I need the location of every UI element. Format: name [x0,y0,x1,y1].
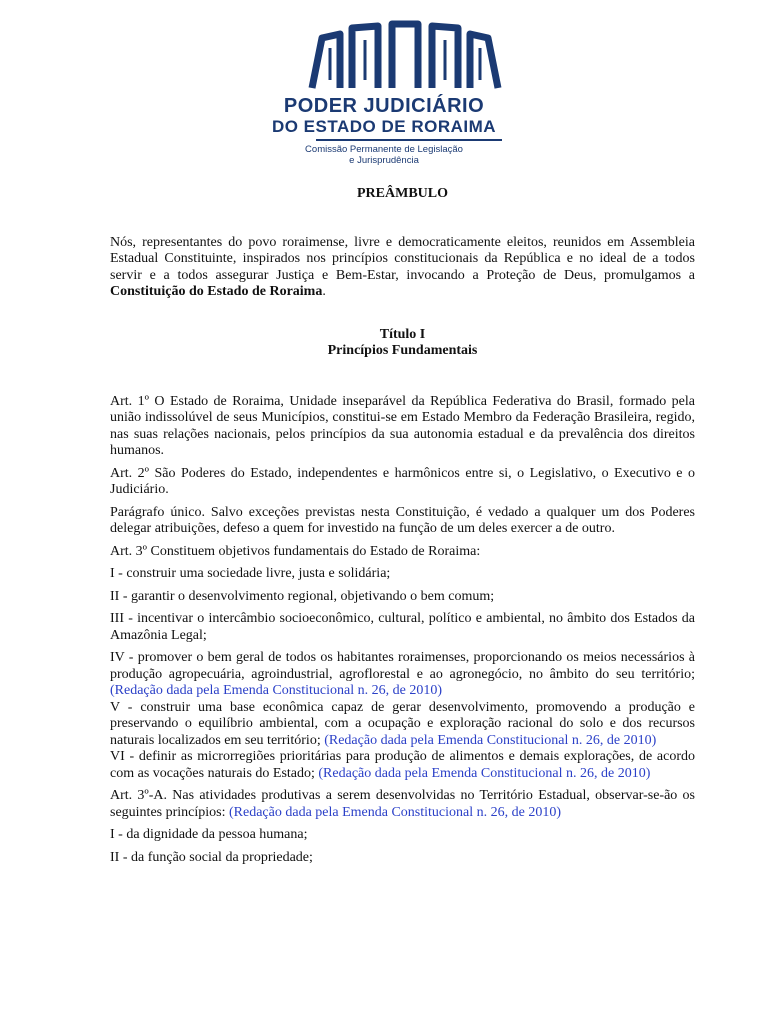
paragrafo-unico: Parágrafo único. Salvo exceções previstas nesta Constituição, é vedado a qualquer um dos Poderes delegar atribuições, defeso a quem for investido na função de um deles exercer a de outro. [110,504,695,536]
title-name: Princípios Fundamentais [327,343,478,358]
article-3a-item-1: I - da dignidade da pessoa humana; [110,827,308,842]
logo-subtitle-line2: e Jurisprudência [349,155,419,166]
article-3: Art. 3º Constituem objetivos fundamentais do Estado de Roraima: [110,543,481,559]
constitution-name: Constituição do Estado de Roraima [110,284,323,299]
amendment-link[interactable]: (Redação dada pela Emenda Constitucional n. 26, de 2010) [110,683,443,698]
article-3a [110,788,695,821]
logo-title-line2: DO ESTADO DE RORAIMA [271,117,497,136]
document-body [110,186,695,866]
header [0,18,768,168]
article-1: Art. 1º O Estado de Roraima, Unidade inseparável da República Federativa do Brasil, formado pela união indissolúvel de seus Municípios, constitui-se em Estado Membro da Federação Brasileira, regido, nas suas relações nacionais, pelos princípios da sua autonomia estadual e da prevalência dos direitos humanos. [110,393,695,458]
article-3-item-5-text: V - construir uma base econômica capaz de gerar desenvolvimento, promovendo a produção e preservando o equilíbrio ambiental, com a ocupação e exploração racional do solo e dos recursos naturais localizados em seu território; [110,699,695,748]
article-3-item-6-text: VI - definir as microrregiões prioritárias para produção de alimentos e demais explorações, de acordo com as vocações naturais do Estado; [110,749,695,781]
article-3-item-1: I - construir uma sociedade livre, justa e solidária; [110,566,391,581]
preamble-end: . [322,284,326,299]
preamble-title: PREÂMBULO [357,186,448,201]
logo-divider [316,139,502,141]
preamble-text: Nós, representantes do povo roraimense, livre e democraticamente eleitos, reunidos em Assembleia Estadual Constituinte, inspirados nos princípios constitucionais da República e no ideal de a todos servir e a todos assegurar Justiça e Bem-Estar, invocando a Proteção de Deus, promulgamos a [110,234,695,283]
article-3-item-3: III - incentivar o intercâmbio socioeconômico, cultural, político e ambiental, no âmbito dos Estados da Amazônia Legal; [110,611,695,643]
article-3-item-2: II - garantir o desenvolvimento regional, objetivando o bem comum; [110,588,495,604]
article-3a-item-2: II - da função social da propriedade; [110,849,313,865]
amendment-link[interactable]: (Redação dada pela Emenda Constitucional n. 26, de 2010) [318,765,651,781]
title-number: Título I [379,326,426,342]
article-3-item-4-text: IV - promover o bem geral de todos os habitantes roraimenses, proporcionando os meios necessários à produção agropecuária, agroindustrial, agroflorestal e ao agronegócio, no âmbito do seu território; [110,650,695,682]
article-3-item-6 [110,749,695,782]
article-3a-text: Art. 3º-A. Nas atividades produtivas a serem desenvolvidas no Território Estadual, observar-se-ão os seguintes princípios: [110,788,695,820]
preamble-paragraph [110,235,695,301]
amendment-link[interactable]: (Redação dada pela Emenda Constitucional n. 26, de 2010) [229,804,562,820]
article-3-item-5 [110,700,695,750]
logo-subtitle-line1: Comissão Permanente de Legislação [305,144,463,155]
article-2: Art. 2º São Poderes do Estado, independentes e harmônicos entre si, o Legislativo, o Executivo e o Judiciário. [110,465,695,497]
article-3-item-4 [110,650,695,700]
logo-title-line1: PODER JUDICIÁRIO [283,95,485,117]
amendment-link[interactable]: (Redação dada pela Emenda Constitucional n. 26, de 2010) [324,732,657,748]
